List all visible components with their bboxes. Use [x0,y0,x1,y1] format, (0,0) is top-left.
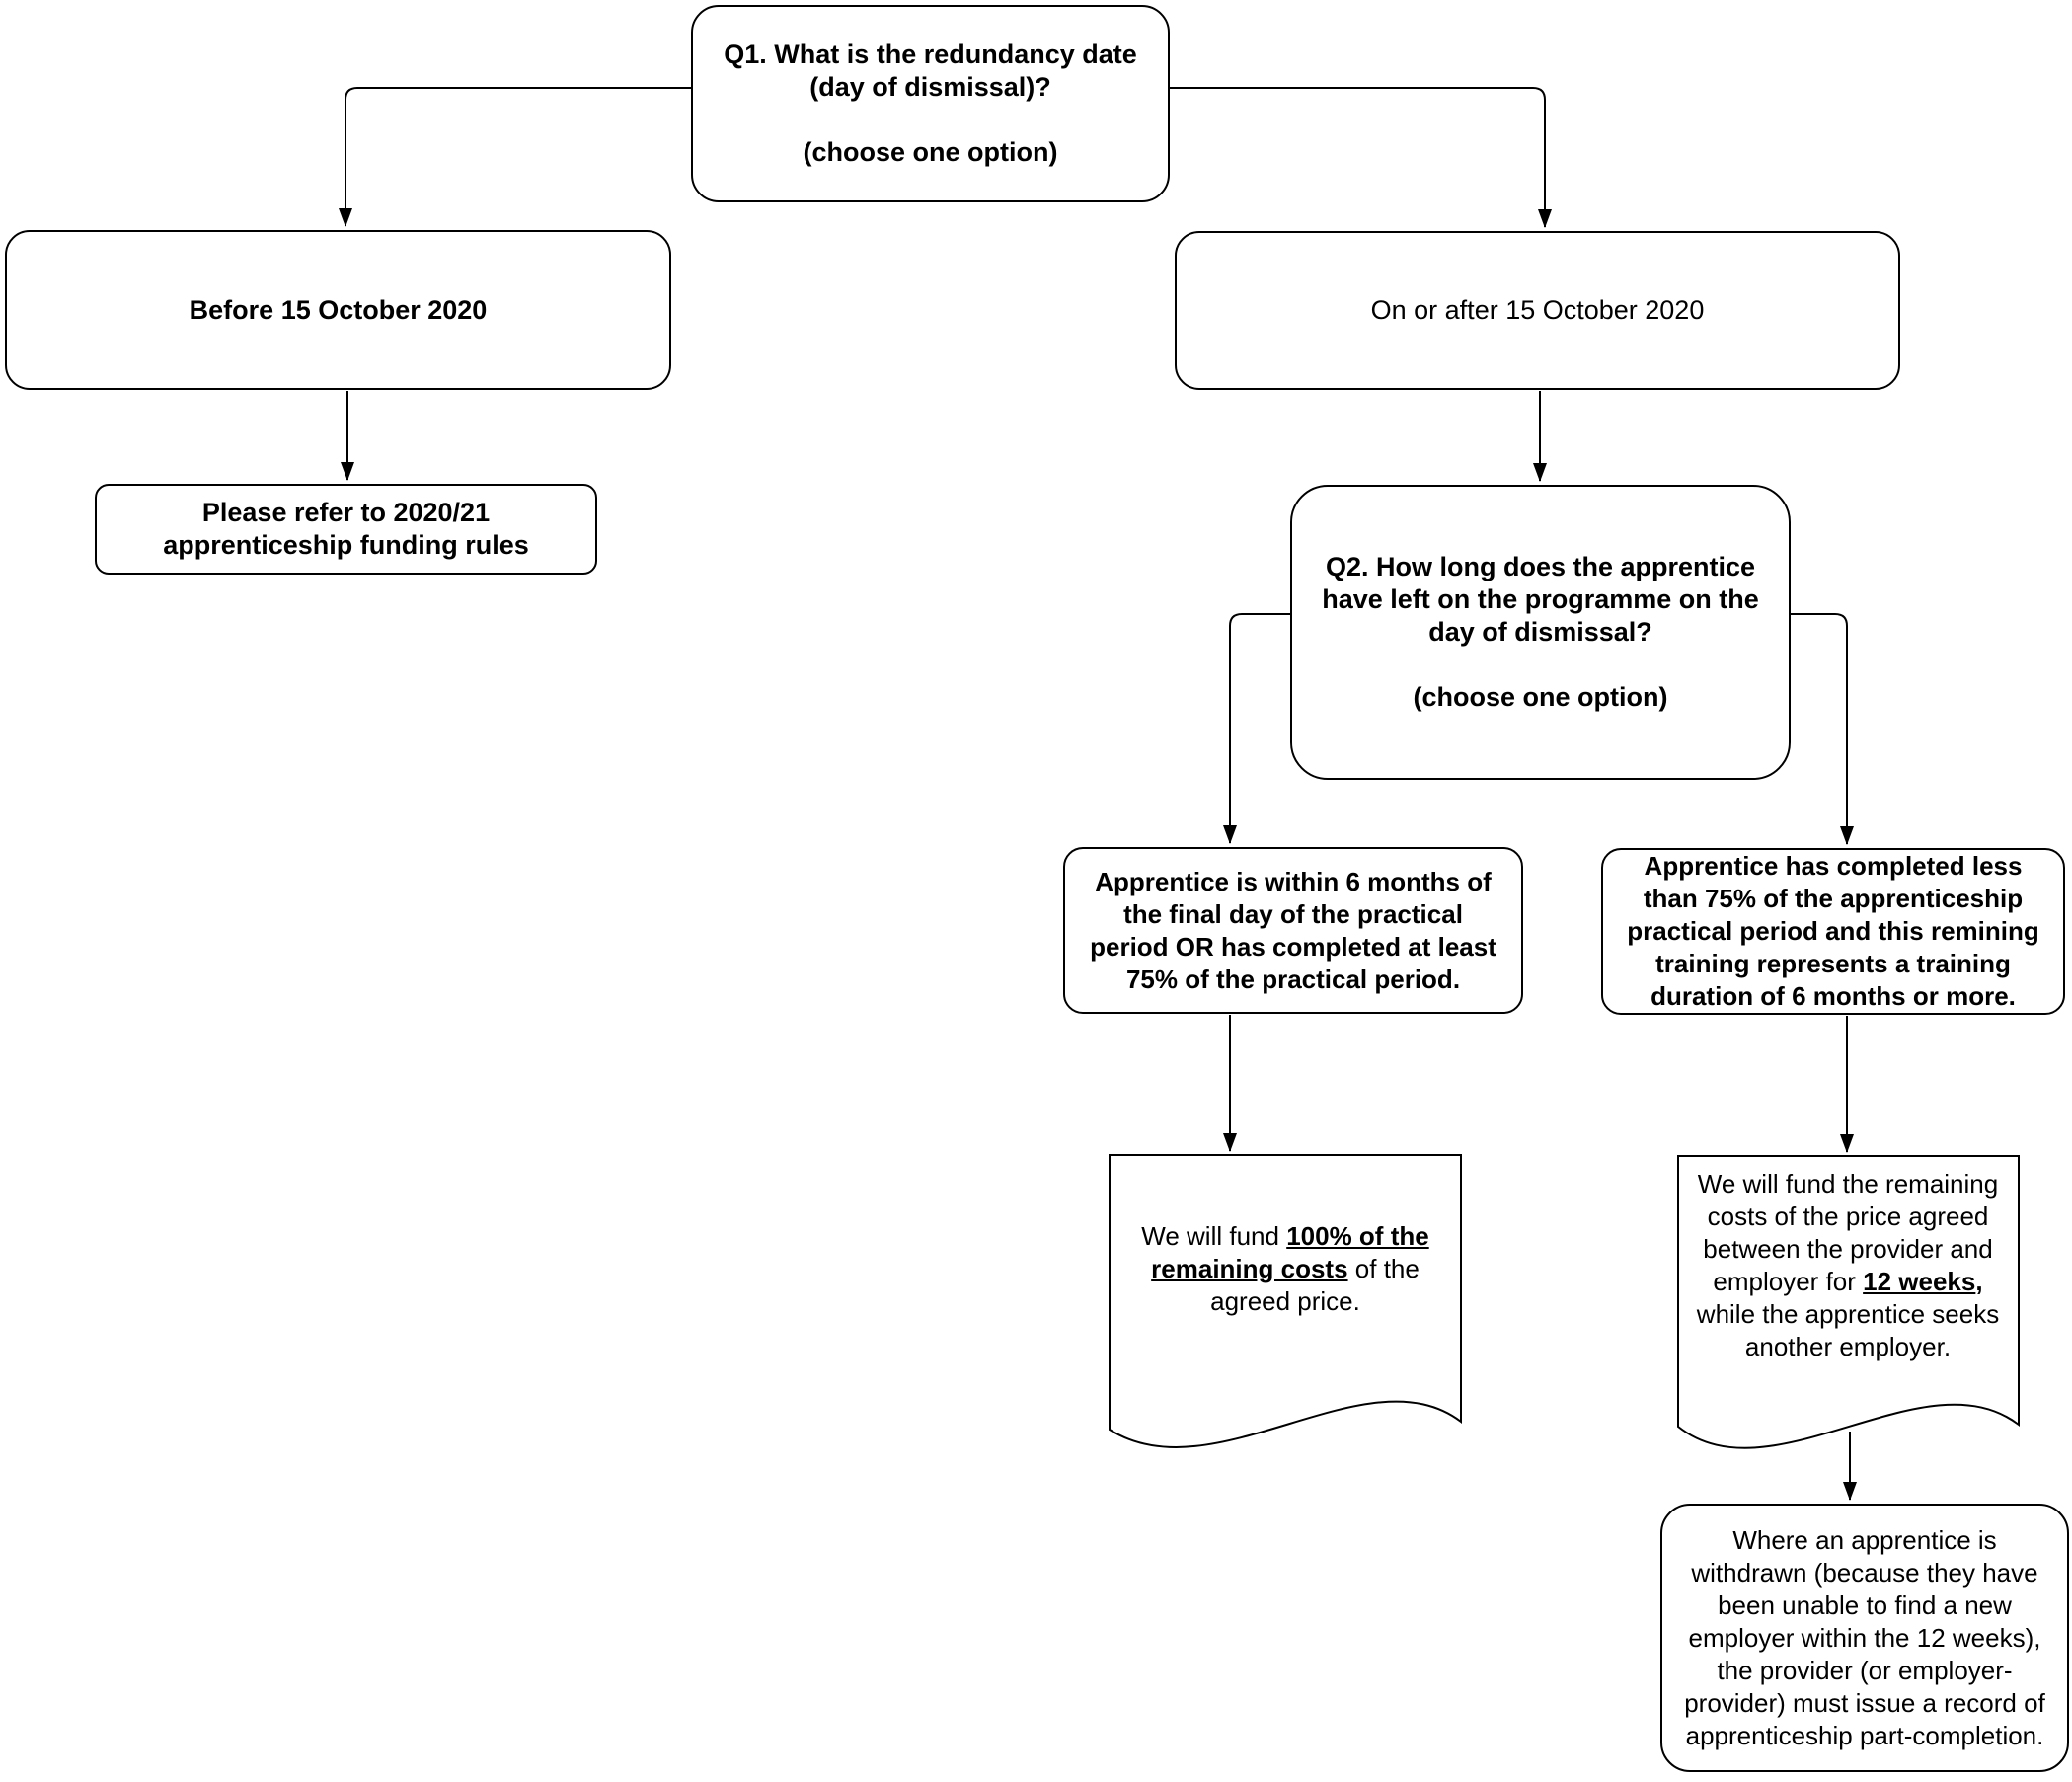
fund-100-line-1-plain: We will fund [1141,1220,1287,1251]
less-than-75-line-5: duration of 6 months or more. [1650,981,2016,1011]
fund-12-weeks-line-6: another employer. [1744,1332,1952,1361]
q1-line-1: Q1. What is the redundancy date [724,39,1137,69]
q1-question-node [691,5,1170,202]
refer-line-1: Please refer to 2020/21 [201,498,491,527]
option-before-label: Before 15 October 2020 [189,294,488,325]
option-on-after-node [1175,231,1900,390]
withdrawn-node [1660,1504,2069,1772]
withdrawn-line-4: employer within the 12 weeks), [1688,1622,2041,1653]
connector-q2-to-less-than-75 [1791,614,1847,844]
refer-node [95,484,597,575]
fund-100-line-2 [1151,1253,1420,1285]
fund-12-weeks-line-4-comma: , [1975,1267,1983,1296]
within-6-months-line-3: period OR has completed at least [1090,931,1496,962]
withdrawn-line-1: Where an apprentice is [1732,1524,1997,1555]
less-than-75-line-2: than 75% of the apprenticeship [1643,884,2024,913]
within-6-months-line-1: Apprentice is within 6 months of [1095,866,1492,896]
fund-100-line-2-underlined: remaining costs [1151,1253,1348,1283]
option-before-node [5,230,671,390]
less-than-75-line-4: training represents a training [1655,949,2011,978]
fund-12-weeks-line-2: costs of the price agreed [1707,1201,1989,1231]
connector-q1-to-before [345,88,691,226]
fund-100-document-text [1115,1185,1455,1353]
fund-100-line-1 [1141,1220,1428,1253]
fund-100-line-3: agreed price. [1210,1285,1360,1316]
q2-question-node [1290,485,1791,780]
option-on-after-label: On or after 15 October 2020 [1370,295,1705,325]
withdrawn-line-3: been unable to find a new [1718,1589,2012,1620]
fund-12-weeks-line-4-underlined: 12 weeks [1863,1267,1976,1296]
less-than-75-line-1: Apprentice has completed less [1644,851,2023,881]
fund-100-line-1-underlined: 100% of the [1286,1220,1429,1251]
q2-line-2: have left on the programme on the [1322,584,1759,614]
q1-question-text [724,39,1137,104]
withdrawn-line-6: provider) must issue a record of [1684,1687,2045,1718]
fund-12-weeks-line-4 [1713,1266,1982,1298]
within-6-months-line-2: the final day of the practical [1123,898,1463,929]
q2-line-3: day of dismissal? [1428,617,1652,647]
less-than-75-node [1601,848,2065,1015]
less-than-75-line-3: practical period and this remining [1627,916,2039,946]
fund-12-weeks-line-4-plain: employer for [1713,1267,1864,1296]
fund-12-weeks-line-1: We will fund the remaining [1697,1169,1999,1199]
withdrawn-line-5: the provider (or employer- [1717,1655,2013,1685]
within-6-months-text [1090,866,1496,996]
fund-100-line-2-plain: of the [1347,1253,1420,1283]
refer-text [163,497,529,562]
q2-line-1: Q2. How long does the apprentice [1325,552,1756,581]
withdrawn-line-7: apprenticeship part-completion. [1685,1720,2044,1750]
fund-12-weeks-document-text [1680,1167,2016,1364]
q2-question-text [1322,551,1759,649]
q1-choose-option-text: (choose one option) [803,137,1058,167]
less-than-75-text [1627,850,2039,1013]
connector-q2-to-within-6-months [1230,614,1290,843]
refer-line-2: apprenticeship funding rules [163,530,529,560]
withdrawn-text [1684,1524,2045,1752]
within-6-months-node [1063,847,1523,1014]
connector-q1-to-on-after [1170,88,1545,227]
within-6-months-line-4: 75% of the practical period. [1125,964,1461,994]
q1-line-2: (day of dismissal)? [809,72,1051,102]
fund-12-weeks-line-3: between the provider and [1703,1234,1993,1264]
fund-12-weeks-line-5: while the apprentice seeks [1696,1299,2000,1329]
withdrawn-line-2: withdrawn (because they have [1691,1557,2038,1588]
q2-choose-option-text: (choose one option) [1413,682,1668,712]
